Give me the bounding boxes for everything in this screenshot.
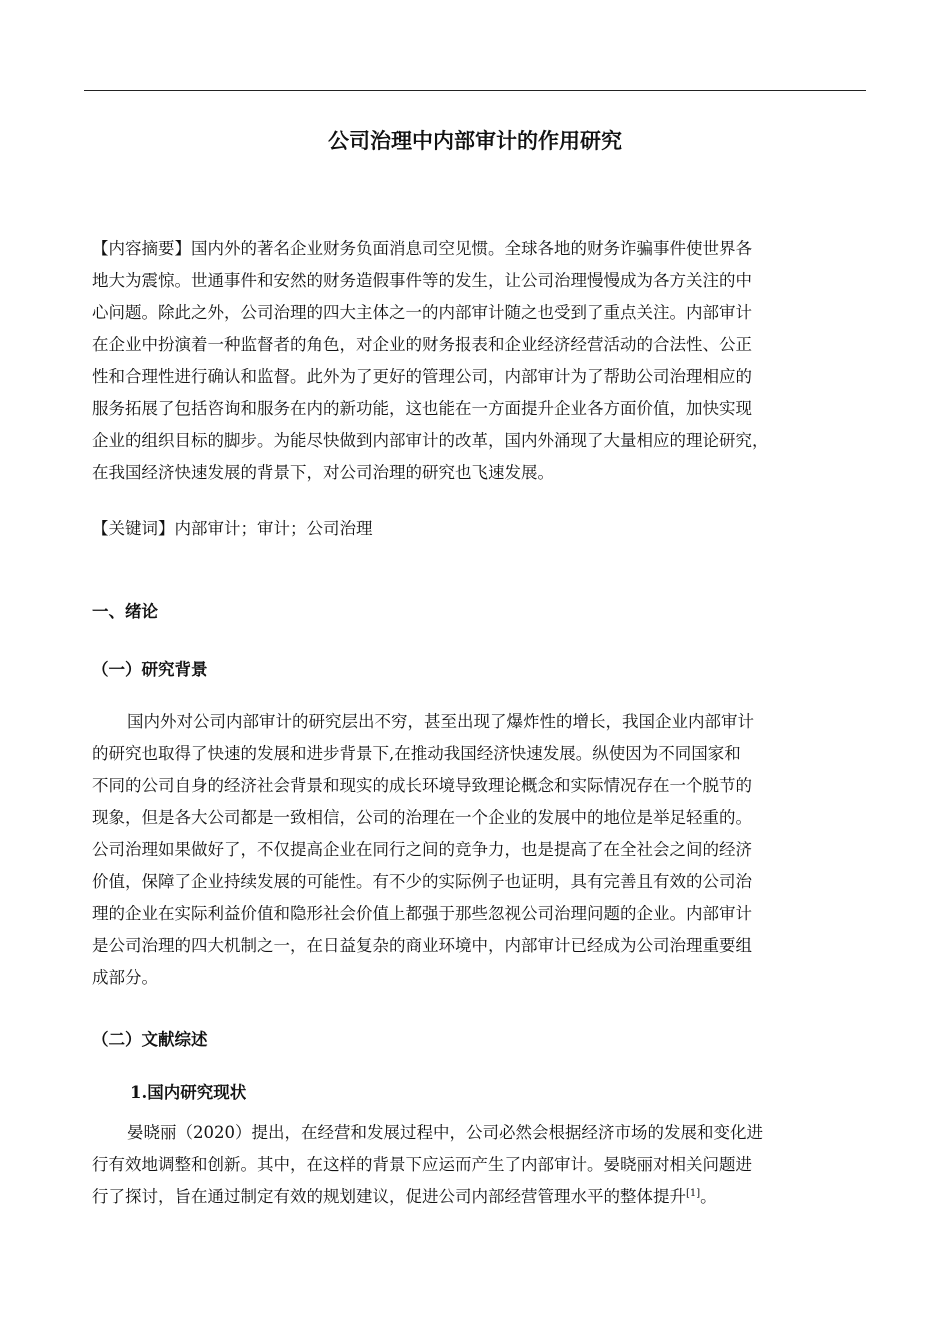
- keywords-paragraph: [92, 513, 868, 545]
- keywords-line: 【关键词】内部审计；审计；公司治理: [92, 519, 373, 538]
- item-heading-domestic-research: 1.国内研究现状: [130, 1083, 247, 1102]
- background-paragraph: [92, 706, 868, 994]
- background-line: 不同的公司自身的经济社会背景和现实的成长环境导致理论概念和实际情况存在一个脱节的: [92, 776, 752, 795]
- abstract-line: 心问题。除此之外，公司治理的四大主体之一的内部审计随之也受到了重点关注。内部审计: [92, 303, 752, 322]
- abstract-line: 【内容摘要】国内外的著名企业财务负面消息司空见惯。全球各地的财务诈骗事件使世界各: [92, 239, 752, 258]
- abstract-paragraph: [92, 233, 868, 489]
- background-line: 公司治理如果做好了，不仅提高企业在同行之间的竞争力，也是提高了在全社会之间的经济: [92, 840, 752, 859]
- section-heading-introduction: 一、绪论: [92, 602, 158, 621]
- domestic-research-line: 行有效地调整和创新。其中，在这样的背景下应运而产生了内部审计。晏晓丽对相关问题进: [92, 1155, 752, 1174]
- abstract-line: 在企业中扮演着一种监督者的角色，对企业的财务报表和企业经济经营活动的合法性、公正: [92, 335, 752, 354]
- citation-reference: [1]: [686, 1188, 701, 1199]
- background-line: 现象，但是各大公司都是一致相信，公司的治理在一个企业的发展中的地位是举足轻重的。: [92, 808, 752, 827]
- document-title: 公司治理中内部审计的作用研究: [328, 129, 622, 153]
- abstract-line: 服务拓展了包括咨询和服务在内的新功能，这也能在一方面提升企业各方面价值，加快实现: [92, 399, 752, 418]
- abstract-line: 在我国经济快速发展的背景下，对公司治理的研究也飞速发展。: [92, 463, 554, 482]
- domestic-research-line: 晏晓丽（2020）提出，在经营和发展过程中，公司必然会根据经济市场的发展和变化进: [127, 1123, 763, 1142]
- background-line: 理的企业在实际利益价值和隐形社会价值上都强于那些忽视公司治理问题的企业。内部审计: [92, 904, 752, 923]
- background-line: 是公司治理的四大机制之一，在日益复杂的商业环境中，内部审计已经成为公司治理重要组: [92, 936, 752, 955]
- sentence-end: 。: [700, 1187, 717, 1206]
- abstract-line: 地大为震惊。世通事件和安然的财务造假事件等的发生，让公司治理慢慢成为各方关注的中: [92, 271, 752, 290]
- background-line: 国内外对公司内部审计的研究层出不穷，甚至出现了爆炸性的增长，我国企业内部审计: [127, 712, 754, 731]
- domestic-research-paragraph: [92, 1117, 868, 1213]
- abstract-line: 性和合理性进行确认和监督。此外为了更好的管理公司，内部审计为了帮助公司治理相应的: [92, 367, 752, 386]
- background-line: 的研究也取得了快速的发展和进步背景下,在推动我国经济快速发展。纵使因为不同国家和: [92, 744, 741, 763]
- abstract-line: 企业的组织目标的脚步。为能尽快做到内部审计的改革，国内外涌现了大量相应的理论研究，: [92, 431, 769, 450]
- background-line: 价值，保障了企业持续发展的可能性。有不少的实际例子也证明，具有完善且有效的公司治: [92, 872, 752, 891]
- subsection-heading-background: （一）研究背景: [92, 660, 208, 679]
- subsection-heading-literature-review: （二）文献综述: [92, 1030, 208, 1049]
- header-rule: [84, 90, 866, 91]
- domestic-research-text: 行了探讨，旨在通过制定有效的规划建议，促进公司内部经营管理水平的整体提升: [92, 1187, 686, 1206]
- domestic-research-line-last: [92, 1181, 868, 1213]
- background-line: 成部分。: [92, 968, 158, 987]
